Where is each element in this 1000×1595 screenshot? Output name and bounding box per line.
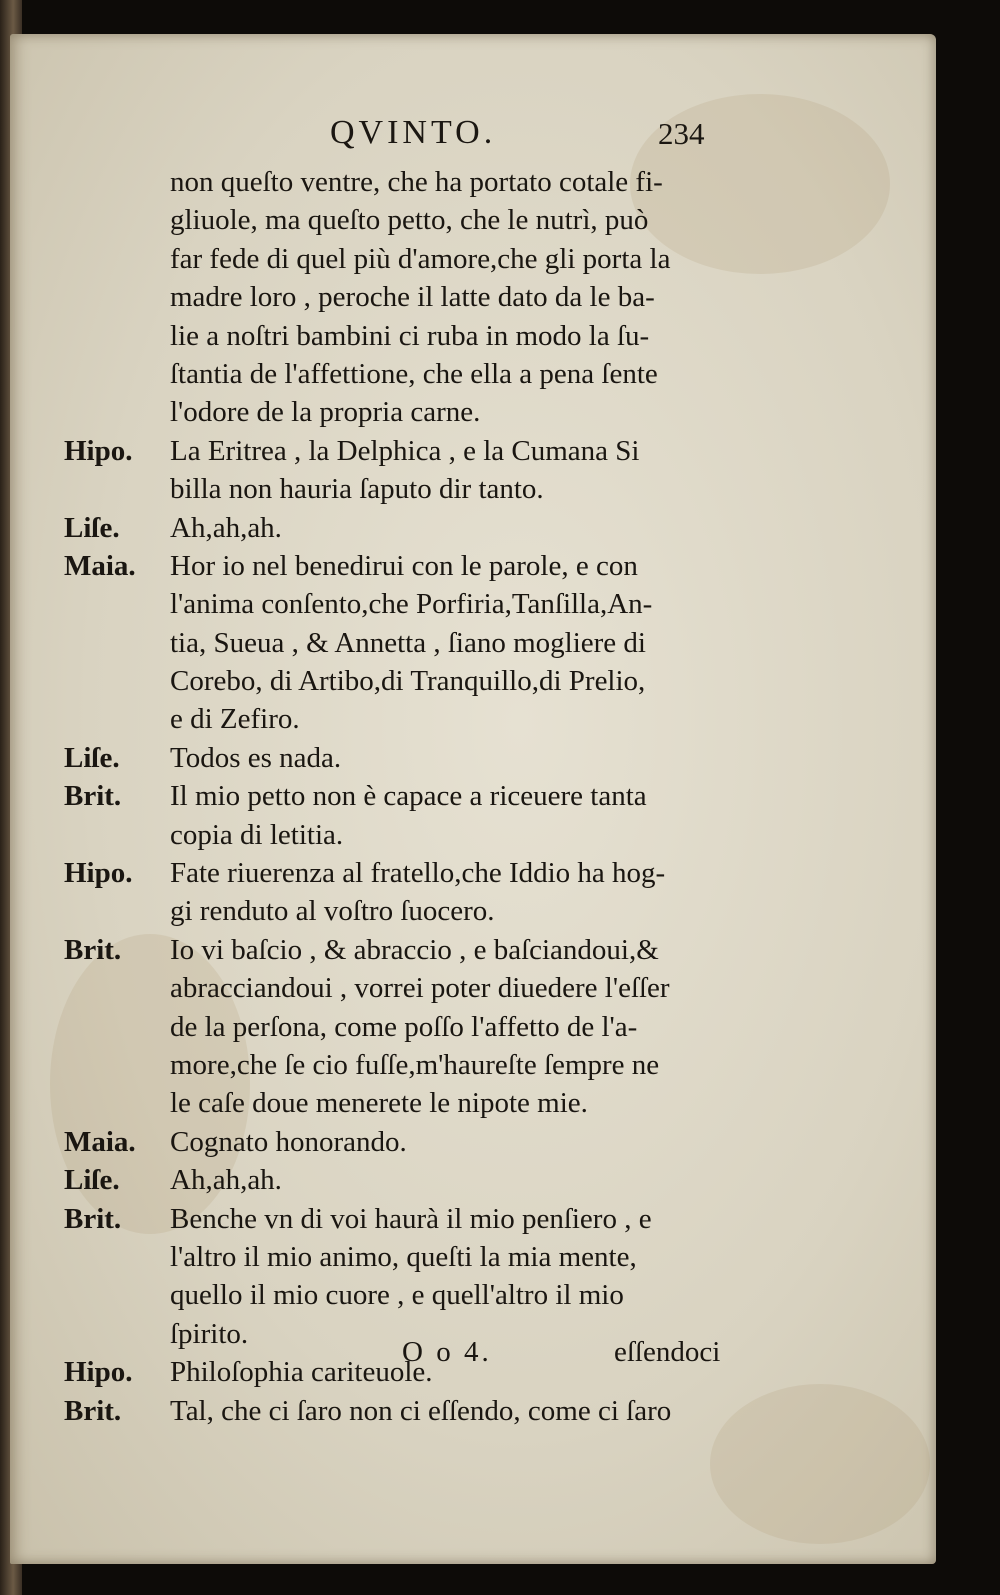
text-line: [10, 281, 936, 319]
text-line: [10, 1126, 936, 1164]
line-text: lie a noſtri bambini ci ruba in modo la ſu-: [170, 319, 650, 352]
text-line: [10, 1049, 936, 1087]
catchword: eſſendoci: [614, 1336, 721, 1368]
line-text: Hor io nel benedirui con le parole, e con: [170, 549, 638, 582]
text-line: [10, 1011, 936, 1049]
line-text: quello il mio cuore , e quell'altro il mio: [170, 1279, 624, 1312]
text-line: [10, 204, 936, 242]
line-text: Ah,ah,ah.: [170, 511, 282, 544]
line-text: non queſto ventre, che ha portato cotale fi-: [170, 166, 663, 198]
text-line: [10, 665, 936, 703]
text-line: [10, 550, 936, 588]
line-text: le caſe doue menerete le nipote mie.: [170, 1087, 588, 1120]
text-line: [10, 895, 936, 933]
line-text: La Eritrea , la Delphica , e la Cumana Si: [170, 434, 640, 467]
line-text: Benche vn di voi haurà il mio penſiero , e: [170, 1202, 652, 1235]
text-line: [10, 703, 936, 741]
line-text: l'anima conſento,che Porfiria,Tanſilla,An-: [170, 588, 653, 621]
page-footer: [10, 1336, 936, 1376]
text-line: [10, 780, 936, 818]
text-line: [10, 435, 936, 473]
running-head: QVINTO.: [330, 114, 497, 151]
line-text: l'altro il mio animo, queſti la mia mente,: [170, 1240, 637, 1273]
text-line: [10, 857, 936, 895]
speaker-label: Hipo.: [64, 434, 133, 467]
text-line: [10, 819, 936, 857]
line-text: e di Zefiro.: [170, 703, 300, 736]
text-line: [10, 512, 936, 550]
line-text: gliuole, ma queſto petto, che le nutrì, può: [170, 204, 649, 237]
speaker-label: Hipo.: [64, 1356, 133, 1389]
page-header: [10, 114, 936, 164]
speaker-label: Brit.: [64, 1394, 122, 1427]
speaker-label: Liſe.: [64, 1164, 120, 1197]
line-text: more,che ſe cio fuſſe,m'haureſte ſempre ne: [170, 1048, 660, 1081]
line-text: tia, Sueua , & Annetta , ſiano mogliere di: [170, 626, 646, 659]
book-page: [10, 34, 936, 1564]
text-line: [10, 243, 936, 281]
line-text: abracciandoui , vorrei poter diuedere l'eſſer: [170, 972, 670, 1005]
text-line: [10, 358, 936, 396]
line-text: Il mio petto non è capace a riceuere tanta: [170, 780, 647, 813]
text-line: [10, 934, 936, 972]
line-text: l'odore de la propria carne.: [170, 396, 481, 429]
text-line: [10, 588, 936, 626]
speaker-label: Maia.: [64, 549, 136, 582]
line-text: copia di letitia.: [170, 818, 344, 851]
text-line: [10, 1279, 936, 1317]
page-number: 234: [658, 116, 705, 151]
line-text: Todos es nada.: [170, 741, 342, 774]
speaker-label: Maia.: [64, 1125, 136, 1158]
line-text: Cognato honorando.: [170, 1125, 407, 1158]
signature-mark: O o 4.: [402, 1336, 492, 1368]
speaker-label: Brit.: [64, 780, 122, 813]
line-text: Fate riuerenza al fratello,che Iddio ha hog-: [170, 857, 666, 890]
line-text: de la perſona, come poſſo l'affetto de l'a-: [170, 1010, 638, 1043]
text-line: [10, 166, 936, 204]
text-line: [10, 1087, 936, 1125]
text-line: [10, 1164, 936, 1202]
speaker-label: Brit.: [64, 1202, 122, 1235]
text-line: [10, 396, 936, 434]
text-line: [10, 742, 936, 780]
text-line: [10, 1203, 936, 1241]
line-text: Philoſophia cariteuole.: [170, 1356, 433, 1389]
speaker-label: Liſe.: [64, 741, 120, 774]
line-text: Io vi baſcio , & abraccio , e baſciandoui,&: [170, 933, 659, 966]
dialogue-text: [10, 166, 936, 1433]
line-text: ſtantia de l'affettione, che ella a pena ſente: [170, 357, 658, 390]
line-text: Corebo, di Artibo,di Tranquillo,di Prelio,: [170, 665, 646, 698]
text-line: [10, 972, 936, 1010]
text-line: [10, 627, 936, 665]
text-line: [10, 320, 936, 358]
line-text: billa non hauria ſaputo dir tanto.: [170, 473, 544, 506]
line-text: madre loro , peroche il latte dato da le ba-: [170, 281, 655, 314]
line-text: Tal, che ci ſaro non ci eſſendo, come ci ſaro: [170, 1394, 672, 1427]
speaker-label: Brit.: [64, 933, 122, 966]
speaker-label: Liſe.: [64, 511, 120, 544]
text-line: [10, 473, 936, 511]
speaker-label: Hipo.: [64, 857, 133, 890]
line-text: gi renduto al voſtro ſuocero.: [170, 895, 495, 928]
text-line: [10, 1395, 936, 1433]
line-text: far fede di quel più d'amore,che gli porta la: [170, 242, 671, 275]
line-text: Ah,ah,ah.: [170, 1164, 282, 1197]
text-line: [10, 1241, 936, 1279]
line-text: ſpirito.: [170, 1317, 249, 1350]
